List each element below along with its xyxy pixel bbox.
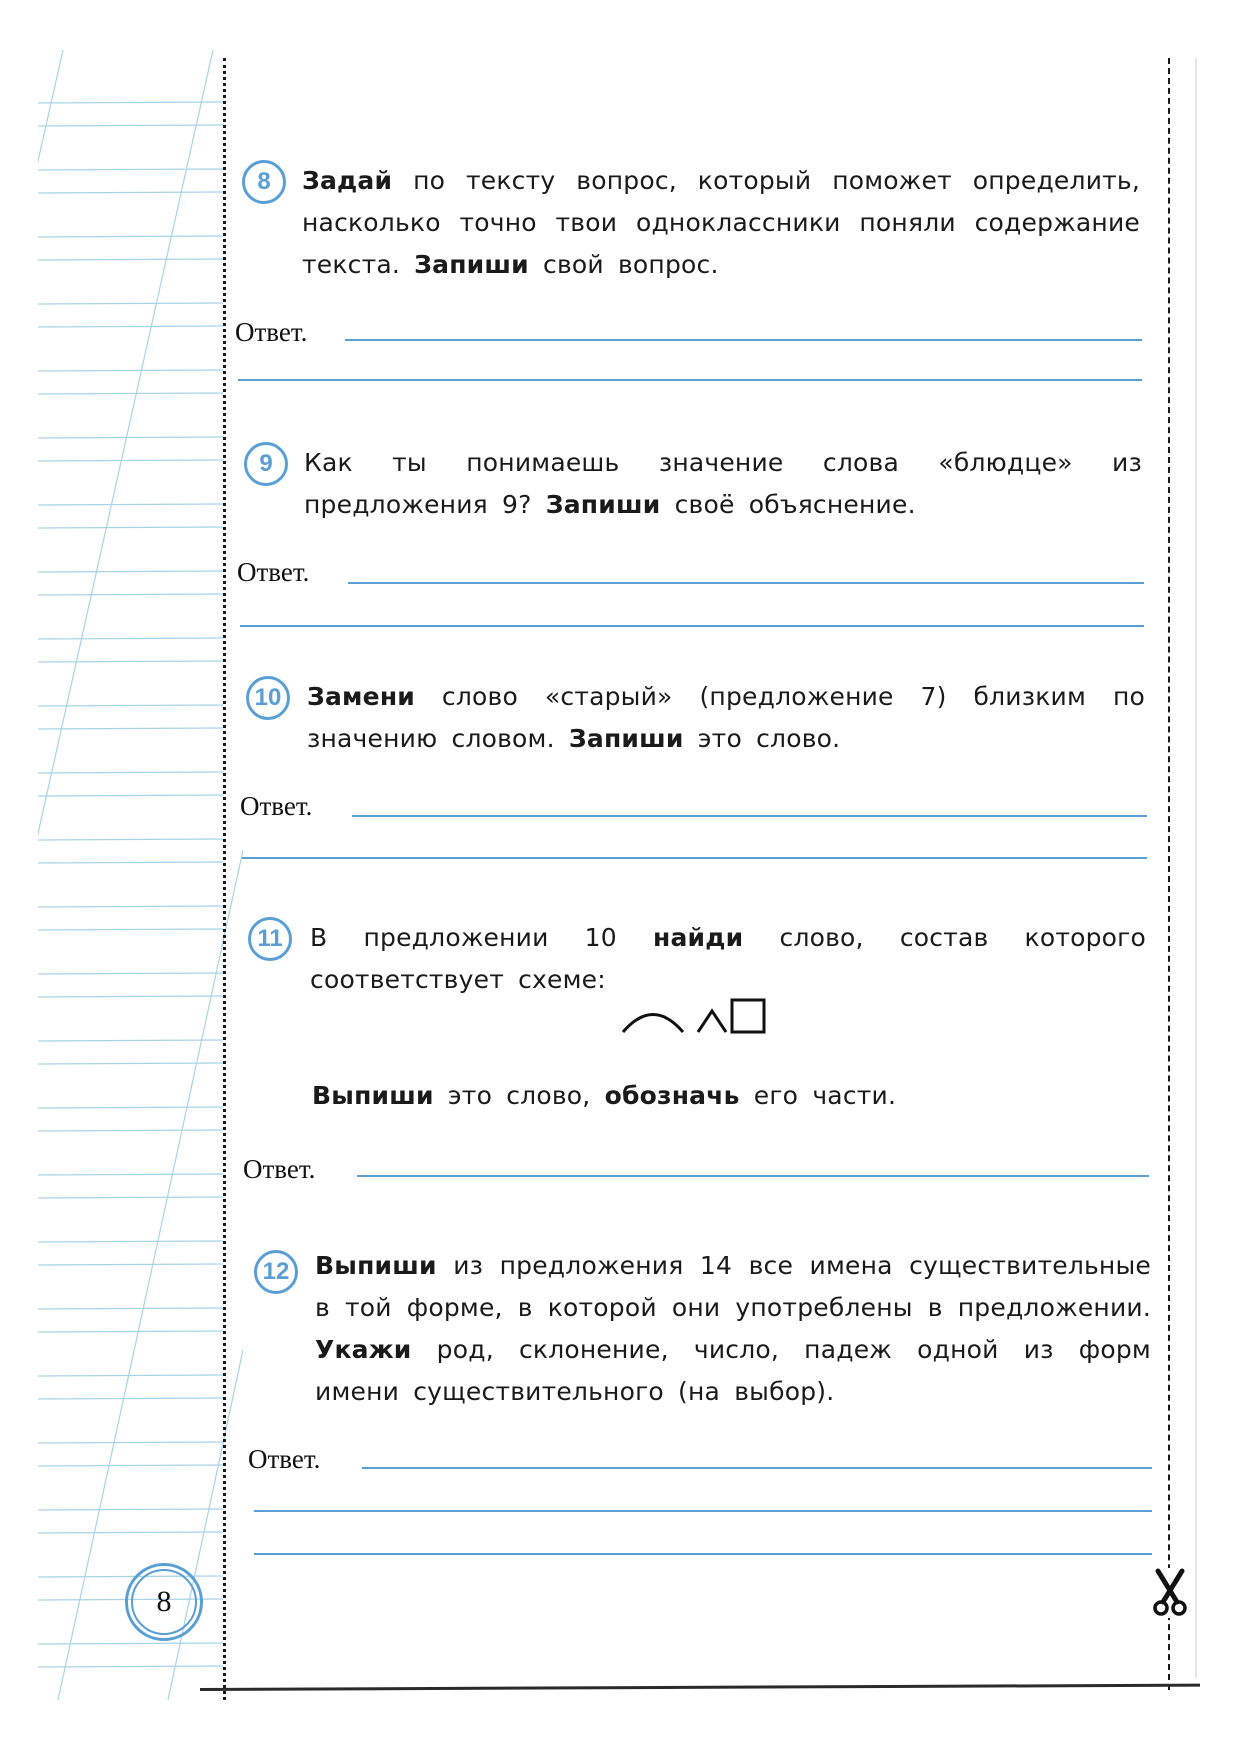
answer-label: Ответ. — [235, 317, 308, 347]
answer-label: Ответ. — [248, 1444, 321, 1474]
answer-line[interactable] — [348, 582, 1144, 584]
suffix-caret-icon — [698, 1011, 726, 1032]
answer-label: Ответ. — [243, 1154, 316, 1184]
task-number-badge: 8 — [242, 160, 286, 204]
task-11-instruction: Выпиши это слово, обозначь его части. — [312, 1081, 897, 1110]
answer-line[interactable] — [242, 857, 1147, 859]
answer-line[interactable] — [357, 1175, 1149, 1177]
answer-line[interactable] — [362, 1467, 1152, 1469]
answer-line[interactable] — [352, 815, 1147, 817]
answer-label: Ответ. — [240, 791, 313, 821]
answer-line[interactable] — [254, 1510, 1152, 1512]
task-12-text: Выпиши из предложения 14 все имена существительные в той форме, в которой они употреблены в предложении. Укажи род, склонение, число, падеж одной из форм имени существительного (на выбор). — [315, 1251, 1151, 1406]
task-number-badge: 9 — [244, 442, 288, 486]
notebook-margin — [38, 50, 243, 1700]
answer-line[interactable] — [240, 625, 1144, 627]
page-bottom-edge — [200, 1684, 1200, 1691]
task-number-badge: 12 — [254, 1250, 298, 1294]
task-number-badge: 11 — [248, 917, 292, 961]
answer-label: Ответ. — [237, 557, 310, 587]
page-number: 8 — [131, 1569, 197, 1635]
task-9-text: Как ты понимаешь значение слова «блюдце» из предложения 9? Запиши своё объяснение. — [304, 448, 1142, 519]
task-11-text: В предложении 10 найди слово, состав которого соответствует схеме: — [310, 923, 1146, 994]
page-number-badge — [125, 1563, 203, 1641]
task-10-text: Замени слово «старый» (предложение 7) близким по значению словом. Запиши это слово. — [307, 682, 1145, 753]
ending-square-icon — [732, 1000, 764, 1032]
ruled-lines-decoration — [38, 50, 243, 1700]
binding-dotted-line — [223, 58, 226, 1700]
cut-dashed-line — [1168, 58, 1170, 1690]
word-structure-scheme — [620, 995, 770, 1040]
task-number-badge: 10 — [246, 676, 290, 720]
answer-line[interactable] — [345, 339, 1142, 341]
task-8-text: Задай по тексту вопрос, который поможет определить, насколько точно твои одноклассники поняли содержание текста. Запиши свой вопрос. — [302, 166, 1140, 279]
scissors-icon — [1150, 1568, 1190, 1618]
answer-line[interactable] — [254, 1553, 1152, 1555]
root-arc-icon — [623, 1015, 683, 1033]
page-edge — [1195, 58, 1197, 1678]
answer-line[interactable] — [238, 379, 1142, 381]
